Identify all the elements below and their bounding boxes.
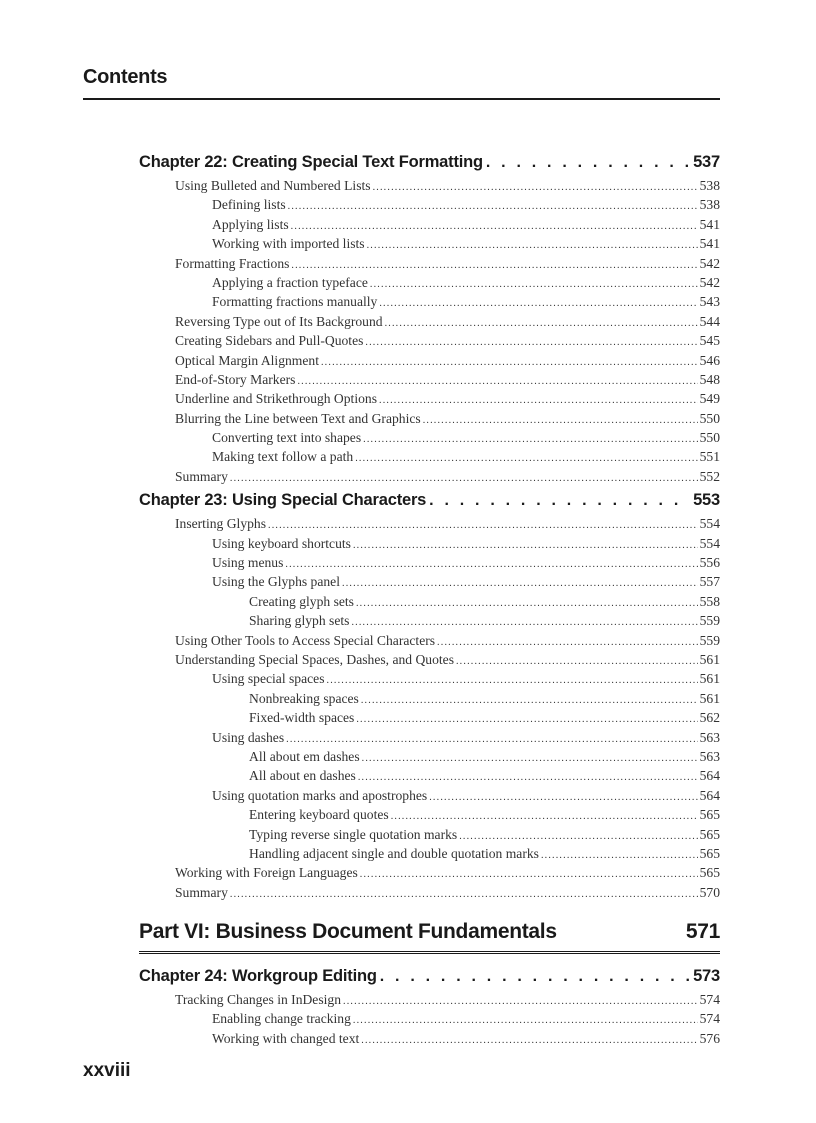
toc-entry-page: 556 <box>699 555 720 571</box>
toc-entry-title: Using special spaces <box>212 671 325 687</box>
dot-leader <box>288 197 698 216</box>
toc-entry[interactable] <box>139 553 720 572</box>
toc-entry-title: Using keyboard shortcuts <box>212 535 351 551</box>
chapter-page-number: 553 <box>693 491 720 510</box>
dot-leader <box>429 788 697 807</box>
dot-leader <box>361 1031 697 1050</box>
toc-entry-page: 545 <box>699 333 720 349</box>
toc-entry-page: 564 <box>699 787 720 803</box>
chapter-heading[interactable] <box>139 486 720 514</box>
toc-entry[interactable] <box>139 883 720 902</box>
toc-entry[interactable] <box>139 331 720 350</box>
chapter-heading[interactable] <box>139 148 720 176</box>
toc-entry[interactable] <box>139 215 720 234</box>
toc-entry[interactable] <box>139 747 720 766</box>
toc-entry[interactable] <box>139 195 720 214</box>
toc-entry-page: 551 <box>699 449 720 465</box>
dot-leader <box>363 430 697 449</box>
toc-entry-page: 543 <box>699 294 720 310</box>
toc-entry-page: 565 <box>699 865 720 881</box>
header-rule <box>83 98 720 100</box>
toc-entry-page: 565 <box>699 807 720 823</box>
toc-entry-page: 576 <box>699 1030 720 1046</box>
toc-entry-title: Enabling change tracking <box>212 1011 351 1027</box>
toc-entry-page: 565 <box>699 845 720 861</box>
toc-entry-page: 542 <box>699 274 720 290</box>
dot-leader <box>353 1011 698 1030</box>
toc-entry[interactable] <box>139 611 720 630</box>
toc-entry-title: Defining lists <box>212 197 286 213</box>
dot-leader <box>486 149 690 177</box>
toc-entry-title: Sharing glyph sets <box>249 613 350 629</box>
dot-leader <box>423 411 698 430</box>
toc-entry-title: Inserting Glyphs <box>175 516 266 532</box>
toc-entry-title: Fixed-width spaces <box>249 710 355 726</box>
toc-entry[interactable] <box>139 631 720 650</box>
toc-entry[interactable] <box>139 234 720 253</box>
chapter-group <box>139 962 720 1048</box>
dot-leader <box>360 865 698 884</box>
toc-entry-page: 564 <box>699 768 720 784</box>
dot-leader <box>429 487 690 515</box>
toc-entry-title: Using Other Tools to Access Special Characters <box>175 632 436 648</box>
toc-entry-title: Working with imported lists <box>212 236 365 252</box>
toc-entry-page: 538 <box>699 178 720 193</box>
dot-leader <box>343 992 698 1011</box>
toc-entry-title: Working with changed text <box>212 1030 360 1046</box>
dot-leader <box>437 633 698 652</box>
toc-entry-title: End-of-Story Markers <box>175 371 296 387</box>
toc-entry[interactable] <box>139 689 720 708</box>
toc-entry-title: Working with Foreign Languages <box>175 865 358 881</box>
dot-leader <box>356 710 697 729</box>
toc-entry-title: Nonbreaking spaces <box>249 690 359 706</box>
dot-leader <box>353 536 698 555</box>
toc-entry-title: Handling adjacent single and double quotation marks <box>249 845 539 861</box>
toc-entry[interactable] <box>139 592 720 611</box>
toc-entry-title: Optical Margin Alignment <box>175 352 319 368</box>
toc-entry-page: 554 <box>699 516 720 532</box>
toc-entry[interactable] <box>139 447 720 466</box>
toc-entry[interactable] <box>139 728 720 747</box>
toc-entry[interactable] <box>139 409 720 428</box>
page-number: xxviii <box>83 1060 131 1081</box>
toc-entry[interactable] <box>139 650 720 669</box>
toc-entry[interactable] <box>139 805 720 824</box>
toc-entry-title: Making text follow a path <box>212 449 354 465</box>
toc-entry[interactable] <box>139 708 720 727</box>
toc-entry-page: 542 <box>699 255 720 271</box>
toc-entry-title: Summary <box>175 884 228 900</box>
dot-leader <box>365 333 697 352</box>
toc-entry-title: Formatting fractions manually <box>212 294 378 310</box>
dot-leader <box>327 671 698 690</box>
toc-entry-page: 562 <box>699 710 720 726</box>
dot-leader <box>541 846 698 865</box>
toc-entry-title: All about em dashes <box>249 748 360 764</box>
toc-entry-title: Creating glyph sets <box>249 593 354 609</box>
toc-entry[interactable] <box>139 990 720 1009</box>
toc-entry-page: 561 <box>699 651 720 667</box>
dot-leader <box>370 275 698 294</box>
toc-entry[interactable] <box>139 1009 720 1028</box>
toc-entry-page: 541 <box>699 216 720 232</box>
toc-entry-page: 546 <box>699 352 720 368</box>
toc-entry-page: 558 <box>699 593 720 609</box>
toc-entry-page: 538 <box>699 197 720 213</box>
toc-entry[interactable] <box>139 428 720 447</box>
toc-entry[interactable] <box>139 312 720 331</box>
chapter-title: Chapter 23: Using Special Characters <box>139 491 427 510</box>
toc-entry-title: Entering keyboard quotes <box>249 807 389 823</box>
toc-entry-page: 563 <box>699 748 720 764</box>
dot-leader <box>367 236 698 255</box>
toc-entry[interactable] <box>139 786 720 805</box>
toc-entry[interactable] <box>139 389 720 408</box>
chapter-group <box>139 148 720 902</box>
toc-entry-title: Applying lists <box>212 216 289 232</box>
toc-entry[interactable] <box>139 669 720 688</box>
toc-entry-page: 554 <box>699 535 720 551</box>
page-header-title: Contents <box>83 66 168 88</box>
toc-entry-title: Using Bulleted and Numbered Lists <box>175 178 371 193</box>
toc-entry[interactable] <box>139 825 720 844</box>
toc-entry-title: Using dashes <box>212 729 285 745</box>
dot-leader <box>230 885 698 904</box>
toc-entry-page: 544 <box>699 313 720 329</box>
toc-entry-page: 559 <box>699 632 720 648</box>
toc-entry[interactable] <box>139 514 720 533</box>
toc-entry[interactable] <box>139 1029 720 1048</box>
toc-entry[interactable] <box>139 572 720 591</box>
toc-entry-title: Understanding Special Spaces, Dashes, and Quotes <box>175 651 454 667</box>
toc-entry-page: 548 <box>699 371 720 387</box>
toc-entry-title: Using the Glyphs panel <box>212 574 340 590</box>
toc-entry[interactable] <box>139 467 720 486</box>
toc-entry-title: Applying a fraction typeface <box>212 274 368 290</box>
dot-leader <box>356 594 698 613</box>
toc-entry-page: 574 <box>699 1011 720 1027</box>
chapter-page-number: 537 <box>693 153 720 171</box>
dot-leader <box>385 314 698 333</box>
dot-leader <box>362 749 698 768</box>
dot-leader <box>285 555 697 574</box>
toc-entry[interactable] <box>139 766 720 785</box>
toc-entry-page: 570 <box>699 884 720 900</box>
toc-entry-page: 549 <box>699 391 720 407</box>
toc-entry[interactable] <box>139 176 720 195</box>
toc-entry-page: 563 <box>699 729 720 745</box>
toc-entry-title: Blurring the Line between Text and Graphics <box>175 410 421 426</box>
chapter-page-number: 573 <box>693 967 720 986</box>
toc-entry[interactable] <box>139 292 720 311</box>
dot-leader <box>379 294 697 313</box>
part-heading[interactable] <box>139 914 720 954</box>
toc-entry-page: 550 <box>699 430 720 446</box>
toc-entry-title: Summary <box>175 468 228 484</box>
dot-leader <box>342 574 698 593</box>
toc-entry[interactable] <box>139 370 720 389</box>
toc-entry-title: Tracking Changes in InDesign <box>175 992 342 1008</box>
toc-entry-page: 574 <box>699 992 720 1008</box>
toc-entry[interactable] <box>139 844 720 863</box>
toc-entry-page: 552 <box>699 468 720 484</box>
toc-entry[interactable] <box>139 351 720 370</box>
toc-entry-page: 550 <box>699 410 720 426</box>
chapter-title: Chapter 22: Creating Special Text Formatting <box>139 153 483 171</box>
toc-entry-title: Converting text into shapes <box>212 430 362 446</box>
toc-entry[interactable] <box>139 254 720 273</box>
chapter-title: Chapter 24: Workgroup Editing <box>139 967 377 986</box>
toc-entry-title: Reversing Type out of Its Background <box>175 313 383 329</box>
toc-entry[interactable] <box>139 534 720 553</box>
toc-entry-title: Creating Sidebars and Pull-Quotes <box>175 333 364 349</box>
toc-entry-page: 565 <box>699 826 720 842</box>
toc-entry-page: 559 <box>699 613 720 629</box>
toc-entry-title: Formatting Fractions <box>175 255 290 271</box>
toc-entry[interactable] <box>139 863 720 882</box>
toc-entry-page: 541 <box>699 236 720 252</box>
toc-entry-page: 557 <box>699 574 720 590</box>
toc-entry-title: Typing reverse single quotation marks <box>249 826 458 842</box>
dot-leader <box>355 449 697 468</box>
dot-leader <box>380 963 690 991</box>
toc-entry-title: Using quotation marks and apostrophes <box>212 787 428 803</box>
dot-leader <box>321 353 698 372</box>
part-page-number: 571 <box>685 920 720 944</box>
part-title: Part VI: Business Document Fundamentals <box>139 920 557 944</box>
dot-leader <box>456 652 698 671</box>
toc-entry-title: All about en dashes <box>249 768 356 784</box>
toc-entry-title: Using menus <box>212 555 284 571</box>
dot-leader <box>373 178 698 197</box>
toc-entry-title: Underline and Strikethrough Options <box>175 391 377 407</box>
dot-leader <box>361 691 698 710</box>
chapter-heading[interactable] <box>139 962 720 990</box>
toc-entry[interactable] <box>139 273 720 292</box>
table-of-contents <box>139 148 720 1048</box>
toc-entry-page: 561 <box>699 671 720 687</box>
dot-leader <box>379 391 698 410</box>
toc-entry-page: 561 <box>699 690 720 706</box>
